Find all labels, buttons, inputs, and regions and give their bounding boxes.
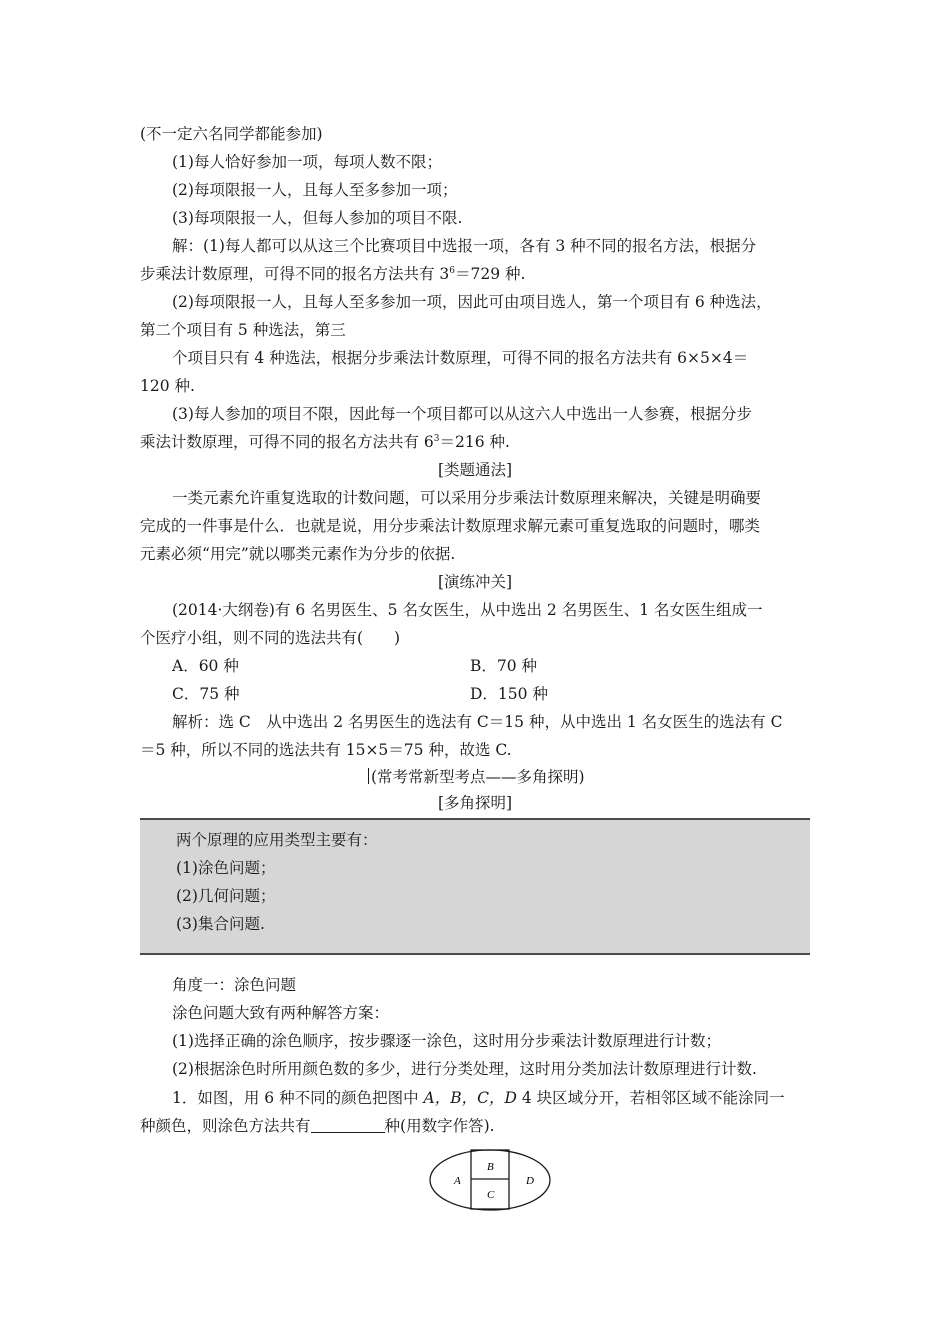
analysis-line-1: 解析：选 C 从中选出 2 名男医生的选法有 C＝15 种，从中选出 1 名女医生的选法有 C (172, 713, 783, 731)
option-c: C．75 种 (172, 685, 240, 703)
question-2: (2)每项限报一人，且每人至多参加一项； (172, 181, 458, 199)
angle-1-line-1: 涂色问题大致有两种解答方案： (172, 1004, 390, 1022)
practice-line-2: 个医疗小组，则不同的选法共有( ) (140, 629, 401, 647)
condition-text: (不一定六名同学都能参加) (140, 125, 323, 143)
summary-line-2: (1)涂色问题； (176, 859, 276, 877)
practice-heading: [演练冲关] (437, 573, 513, 591)
section-subheading: [多角探明] (437, 794, 513, 812)
solution-2-line-4: 120 种. (140, 377, 195, 395)
practice-line-1: (2014·大纲卷)有 6 名男医生、5 名女医生，从中选出 2 名男医生、1 名女医生组成一 (172, 601, 763, 619)
bar-mark (368, 768, 369, 784)
question-1: (1)每人恰好参加一项，每项人数不限； (172, 153, 442, 171)
method-line-3: 元素必须“用完”就以哪类元素作为分步的依据. (140, 545, 456, 563)
method-line-1: 一类元素允许重复选取的计数问题，可以采用分步乘法计数原理来解决，关键是明确要 (172, 489, 762, 507)
question-3: (3)每项限报一人，但每人参加的项目不限. (172, 209, 463, 227)
solution-3-line-1: (3)每人参加的项目不限，因此每一个项目都可以从这六人中选出一人参赛，根据分步 (172, 405, 752, 423)
option-b: B．70 种 (470, 657, 538, 675)
section-title: (常考常新型考点——多角探明) (368, 766, 585, 788)
summary-line-4: (3)集合问题. (176, 915, 265, 933)
label-d: D (526, 1175, 534, 1187)
method-heading: [类题通法] (437, 461, 513, 479)
option-d: D．150 种 (470, 685, 548, 703)
summary-line-3: (2)几何问题； (176, 887, 276, 905)
problem-line-1: 1．如图，用 6 种不同的颜色把图中 A，B，C，D 4 块区域分开，若相邻区域不能涂同一 (172, 1089, 785, 1107)
problem-line-2: 种颜色，则涂色方法共有 种(用数字作答). (140, 1117, 495, 1135)
solution-2-line-3: 个项目只有 4 种选法，根据分步乘法计数原理，可得不同的报名方法共有 6×5×4＝ (172, 349, 749, 367)
region-diagram (428, 1148, 552, 1212)
method-line-2: 完成的一件事是什么．也就是说，用分步乘法计数原理求解元素可重复选取的问题时，哪类 (140, 517, 761, 535)
angle-1-title: 角度一：涂色问题 (172, 976, 297, 994)
solution-1-line-1: 解：(1)每人都可以从这三个比赛项目中选报一项，各有 3 种不同的报名方法，根据分 (172, 237, 757, 255)
solution-3-line-2: 乘法计数原理，可得不同的报名方法共有 $6^3=216$ 种. (140, 433, 510, 451)
summary-box (140, 818, 810, 955)
angle-1-line-3: (2)根据涂色时所用颜色数的多少，进行分类处理，这时用分类加法计数原理进行计数. (172, 1060, 757, 1078)
label-c: C (487, 1189, 495, 1201)
answer-blank (311, 1118, 385, 1133)
analysis-line-2: ＝5 种，所以不同的选法共有 15×5＝75 种，故选 C. (140, 741, 512, 759)
solution-1-line-2: 步乘法计数原理，可得不同的报名方法共有 $3^6=729$ 种. (140, 265, 526, 283)
label-b: B (487, 1161, 494, 1173)
angle-1-line-2: (1)选择正确的涂色顺序，按步骤逐一涂色，这时用分步乘法计数原理进行计数； (172, 1032, 721, 1050)
solution-2-line-2: 第二个项目有 5 种选法，第三 (140, 321, 346, 339)
option-a: A．60 种 (172, 657, 239, 675)
summary-line-1: 两个原理的应用类型主要有： (176, 831, 378, 849)
solution-2-line-1: (2)每项限报一人，且每人至多参加一项，因此可由项目选人，第一个项目有 6 种选法， (172, 293, 772, 311)
label-a: A (454, 1175, 461, 1187)
